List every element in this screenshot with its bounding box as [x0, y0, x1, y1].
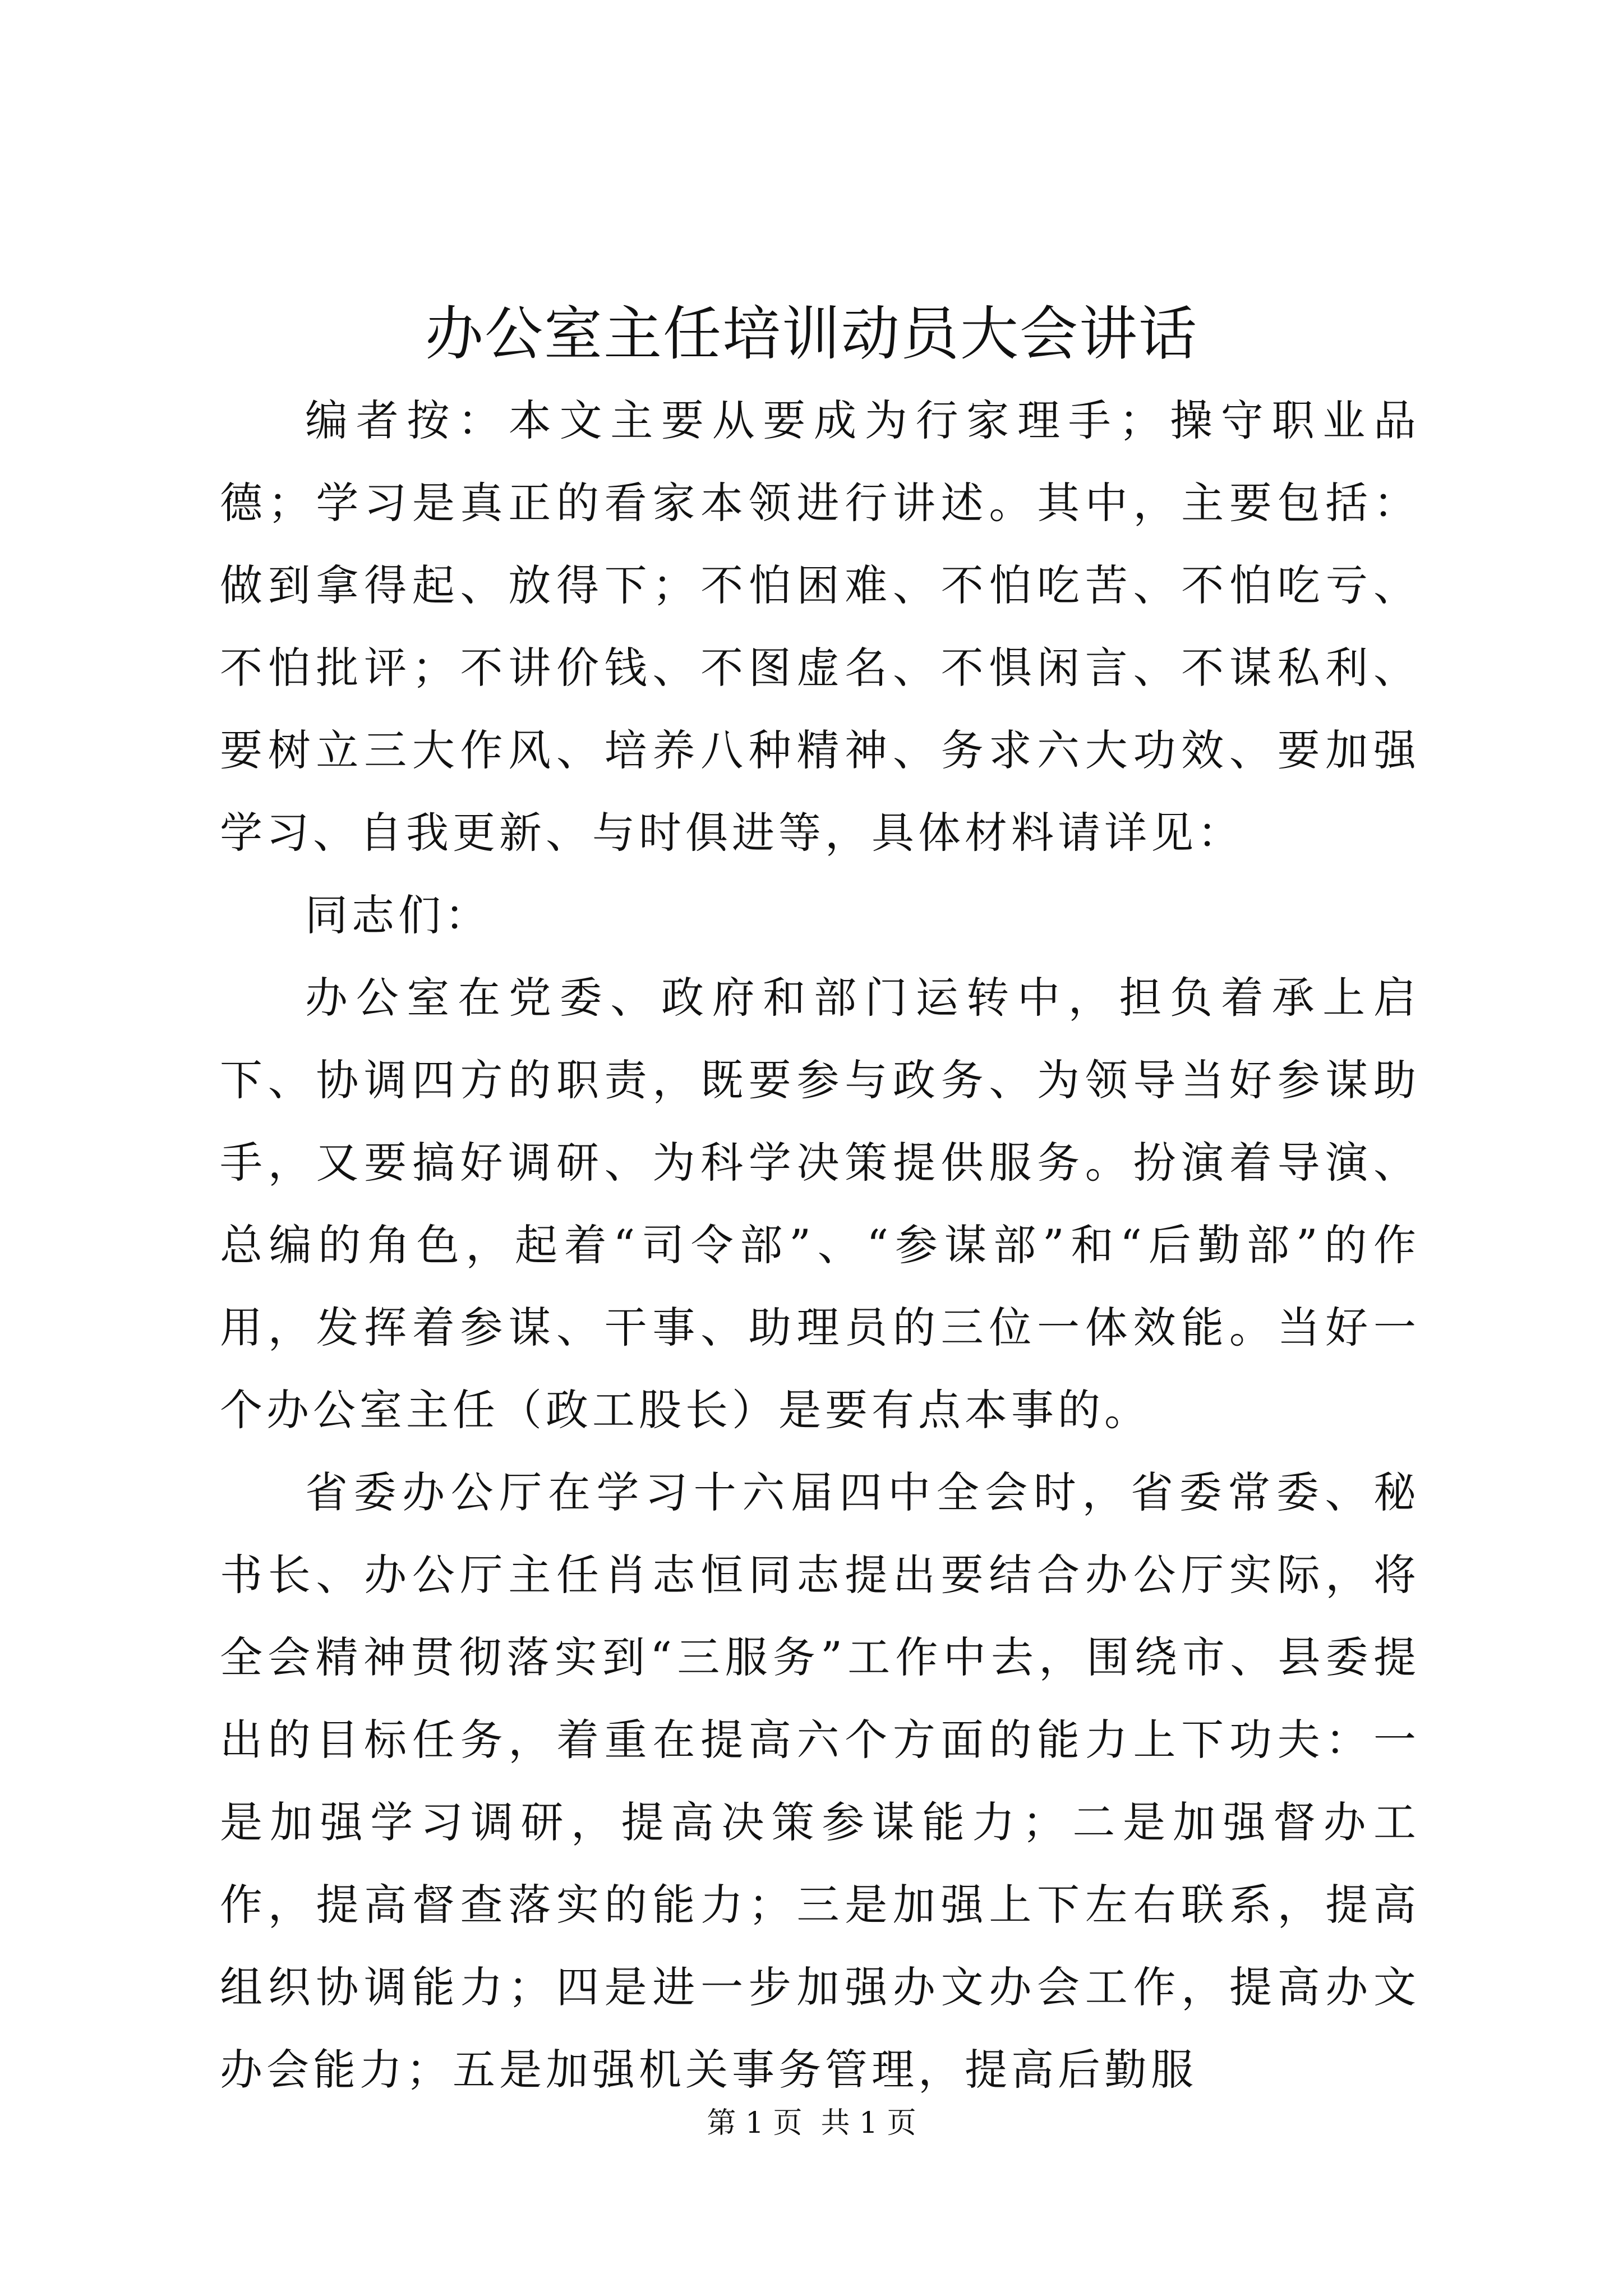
document-body: [220, 379, 1420, 2111]
page-footer: [0, 2101, 1623, 2146]
body-paragraph: 办公室在党委、政府和部门运转中，担负着承上启下、协调四方的职责，既要参与政务、为领导当好参谋助手，又要搞好调研、为科学决策提供服务。扮演着导演、总编的角色，起着“司令部”、“参谋部”和“后勤部”的作用，发挥着参谋、干事、助理员的三位一体效能。当好一个办公室主任（政工股长）是要有点本事的。: [220, 973, 1420, 1435]
salutation-paragraph: 同志们：: [305, 890, 491, 940]
body-paragraph: 省委办公厅在学习十六届四中全会时，省委常委、秘书长、办公厅主任肖志恒同志提出要结合办公厅实际，将全会精神贯彻落实到“三服务”工作中去，围绕市、县委提出的目标任务，着重在提高六个方面的能力上下功夫：一是加强学习调研，提高决策参谋能力；二是加强督办工作，提高督查落实的能力；三是加强上下左右联系，提高组织协调能力；四是进一步加强办文办会工作，提高办文办会能力；五是加强机关事务管理，提高后勤服: [220, 1467, 1420, 2095]
document-title: 办公室主任培训动员大会讲话: [425, 300, 1198, 368]
editor-note-paragraph: 编者按：本文主要从要成为行家理手；操守职业品德；学习是真正的看家本领进行讲述。其中，主要包括：做到拿得起、放得下；不怕困难、不怕吃苦、不怕吃亏、不怕批评；不讲价钱、不图虚名、不惧闲言、不谋私利、要树立三大作风、培养八种精神、务求六大功效、要加强学习、自我更新、与时俱进等，具体材料请详见：: [220, 395, 1420, 858]
page-number-label: 第 1 页 共 1 页: [707, 2106, 916, 2140]
